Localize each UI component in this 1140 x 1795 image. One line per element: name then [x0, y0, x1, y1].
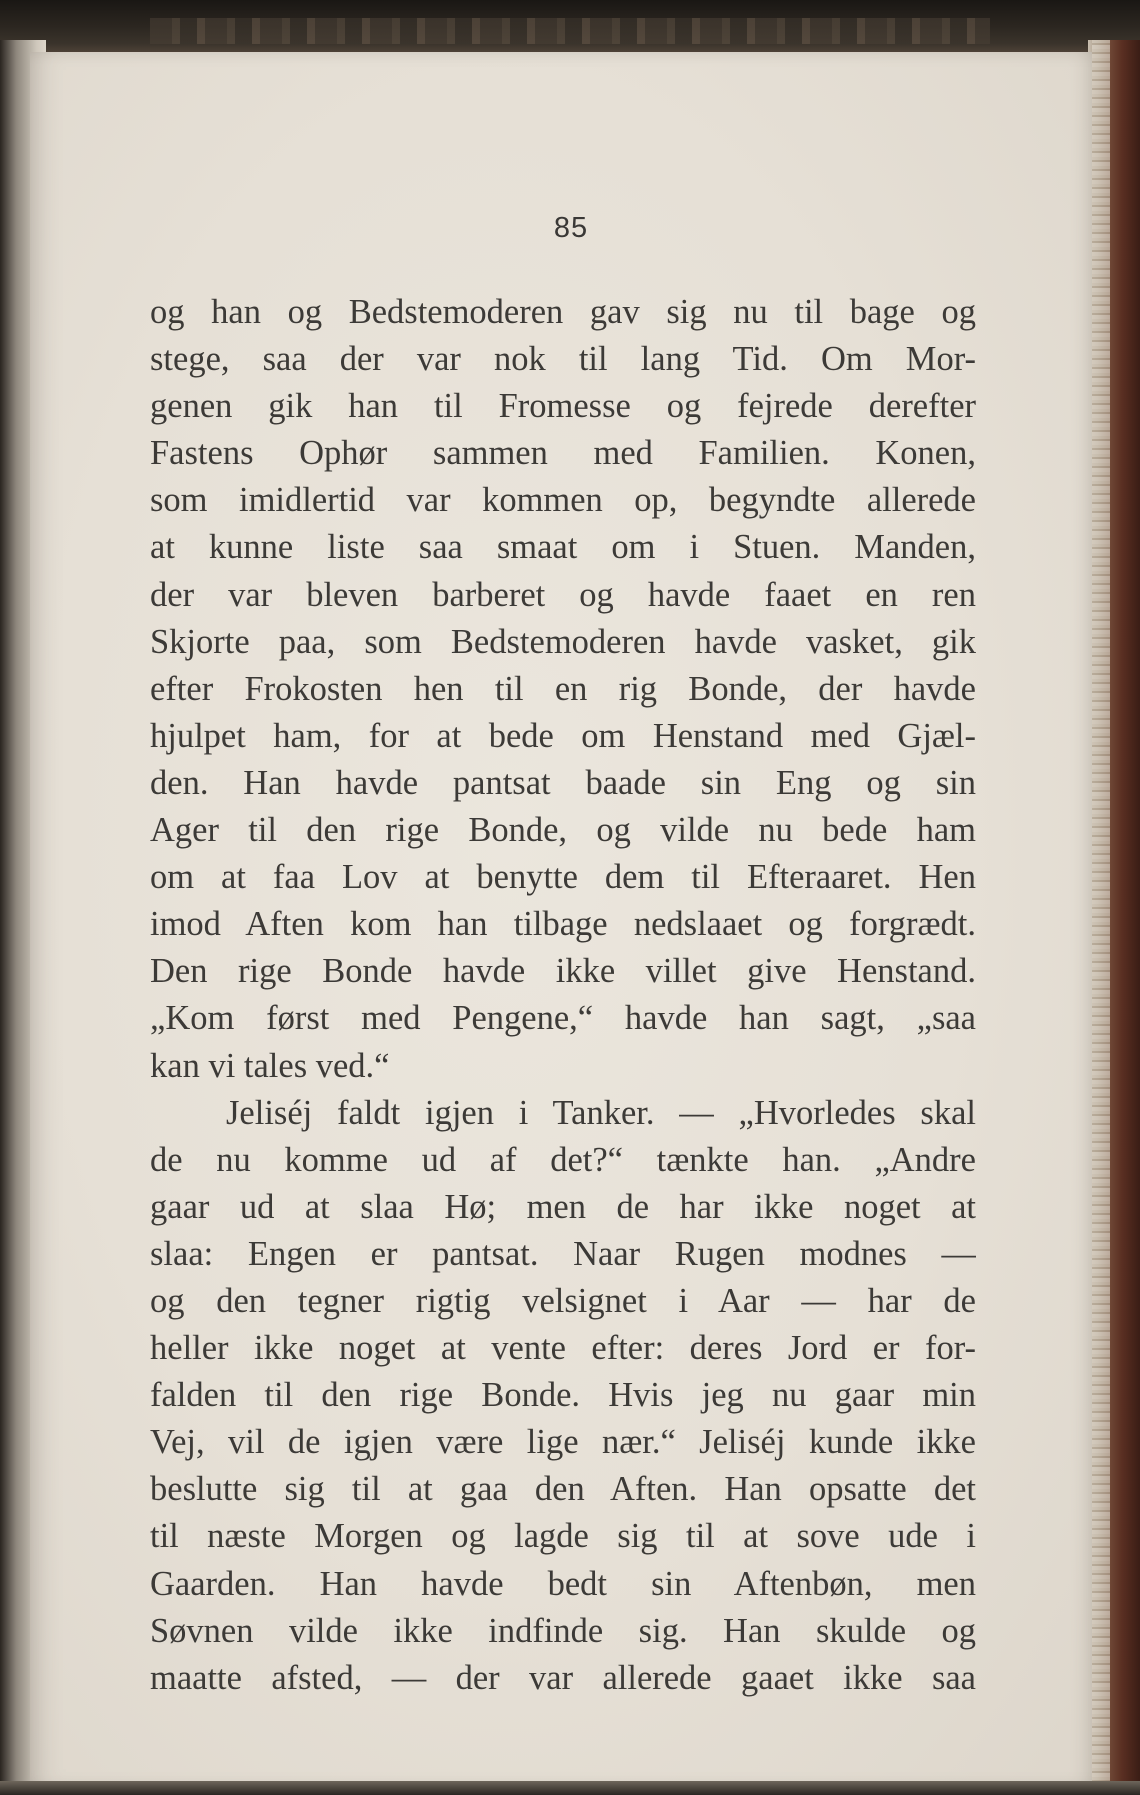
body-text: [150, 289, 976, 1702]
page-number: 85: [553, 212, 589, 244]
text-line: at kunne liste saa smaat om i Stuen. Manden,: [150, 528, 976, 567]
text-line: den. Han havde pantsat baade sin Eng og sin: [150, 763, 976, 802]
text-line: Jeliséj faldt igjen i Tanker. — „Hvorledes skal: [226, 1093, 976, 1132]
text-line: Ager til den rige Bonde, og vilde nu bede ham: [150, 811, 976, 850]
text-line: Fastens Ophør sammen med Familien. Konen,: [150, 434, 976, 473]
text-line: hjulpet ham, for at bede om Henstand med Gjæl-: [150, 716, 976, 755]
text-line: Vej, vil de igjen være lige nær.“ Jeliséj kunde ikke: [150, 1423, 976, 1462]
text-line: stege, saa der var nok til lang Tid. Om Mor-: [150, 340, 976, 379]
text-line: slaa: Engen er pantsat. Naar Rugen modnes —: [150, 1234, 976, 1273]
text-line: Gaarden. Han havde bedt sin Aftenbøn, men: [150, 1564, 976, 1603]
text-line: gaar ud at slaa Hø; men de har ikke noget at: [150, 1187, 976, 1226]
text-line: Skjorte paa, som Bedstemoderen havde vasket, gik: [150, 622, 976, 661]
scan-bottom-edge: [0, 1781, 1140, 1795]
text-line: „Kom først med Pengene,“ havde han sagt, „saa: [150, 999, 976, 1038]
text-line: Den rige Bonde havde ikke villet give Henstand.: [150, 952, 976, 991]
text-line: falden til den rige Bonde. Hvis jeg nu gaar min: [150, 1376, 976, 1415]
text-line: imod Aften kom han tilbage nedslaaet og forgrædt.: [150, 905, 976, 944]
text-line: beslutte sig til at gaa den Aften. Han opsatte det: [150, 1470, 976, 1509]
text-line: de nu komme ud af det?“ tænkte han. „Andre: [150, 1140, 976, 1179]
text-line: heller ikke noget at vente efter: deres Jord er for-: [150, 1329, 976, 1368]
text-line: som imidlertid var kommen op, begyndte allerede: [150, 481, 976, 520]
text-line: og den tegner rigtig velsignet i Aar — har de: [150, 1281, 976, 1320]
text-line: der var bleven barberet og havde faaet en ren: [150, 575, 976, 614]
text-line: maatte afsted, — der var allerede gaaet ikke saa: [150, 1658, 976, 1697]
book-page: [30, 52, 1092, 1787]
text-line: og han og Bedstemoderen gav sig nu til bage og: [150, 293, 976, 331]
book-page-edges-right: [1088, 40, 1140, 1795]
text-line: genen gik han til Fromesse og fejrede derefter: [150, 387, 976, 426]
book-binding-top: [0, 0, 1140, 58]
text-line: kan vi tales ved.“: [150, 1046, 390, 1085]
text-line: om at faa Lov at benytte dem til Efteraaret. Hen: [150, 858, 976, 897]
text-line: til næste Morgen og lagde sig til at sove ude i: [150, 1517, 976, 1556]
text-line: Søvnen vilde ikke indfinde sig. Han skulde og: [150, 1611, 976, 1650]
text-line: efter Frokosten hen til en rig Bonde, der havde: [150, 669, 976, 708]
